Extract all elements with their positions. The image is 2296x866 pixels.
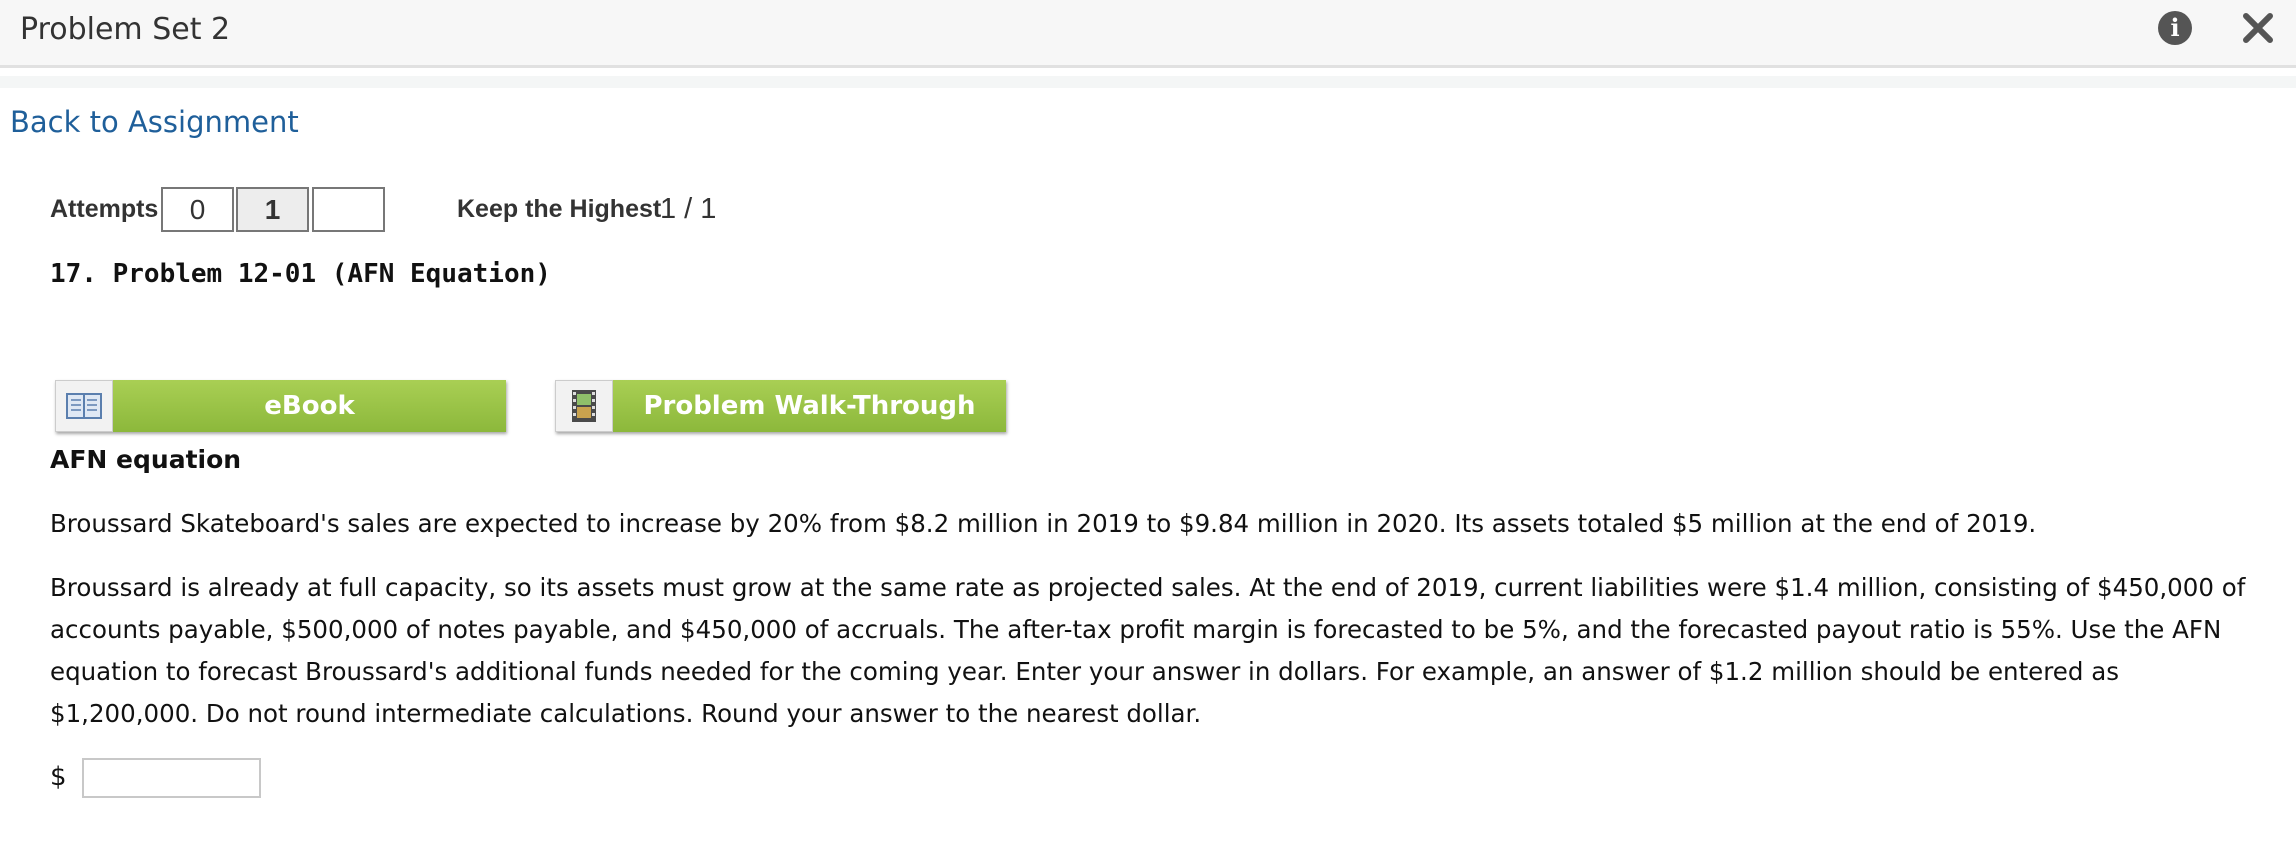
window-title: Problem Set 2 [20, 12, 231, 47]
film-icon [571, 389, 597, 423]
sub-bar [0, 76, 2296, 88]
ebook-button[interactable] [55, 380, 506, 432]
ebook-button-label: eBook [113, 380, 506, 432]
attempt-box-current: 1 [236, 187, 309, 232]
problem-title: 17. Problem 12-01 (AFN Equation) [50, 259, 551, 289]
answer-input[interactable] [82, 758, 261, 798]
film-icon-cell [555, 380, 613, 432]
keep-highest-value: 1 / 1 [660, 193, 717, 225]
attempts-label: Attempts [50, 195, 159, 223]
attempt-box: 0 [161, 187, 234, 232]
attempt-box [312, 187, 385, 232]
back-to-assignment-link[interactable]: Back to Assignment [10, 105, 299, 139]
book-icon [66, 391, 102, 421]
problem-paragraph: Broussard Skateboard's sales are expected to increase by 20% from $8.2 million in 2019 to $9.84 million in 2020. Its assets totaled $5 million at the end of 2019. [50, 509, 2037, 538]
close-icon[interactable] [2238, 8, 2278, 48]
info-icon[interactable]: i [2158, 11, 2192, 45]
book-icon-cell [55, 380, 113, 432]
section-heading: AFN equation [50, 445, 242, 474]
title-bar [0, 0, 2296, 68]
problem-walkthrough-button[interactable] [555, 380, 1006, 432]
problem-paragraph: Broussard is already at full capacity, so its assets must grow at the same rate as projected sales. At the end of 2019, current liabilities were $1.4 million, consisting of $450,000 of accounts payable, $500,000 of notes payable, and $450,000 of accruals. The after-tax profit margin is forecasted to be 5%, and the forecasted payout ratio is 55%. Use the AFN equation to forecast Broussard's additional funds needed for the coming year. Enter your answer in dollars. For example, an answer of $1.2 million should be entered as $1,200,000. Do not round intermediate calculations. Round your answer to the nearest dollar. [50, 573, 2246, 728]
walkthrough-button-label: Problem Walk-Through [613, 380, 1006, 432]
keep-highest-label: Keep the Highest [457, 195, 662, 223]
currency-symbol: $ [50, 762, 67, 792]
